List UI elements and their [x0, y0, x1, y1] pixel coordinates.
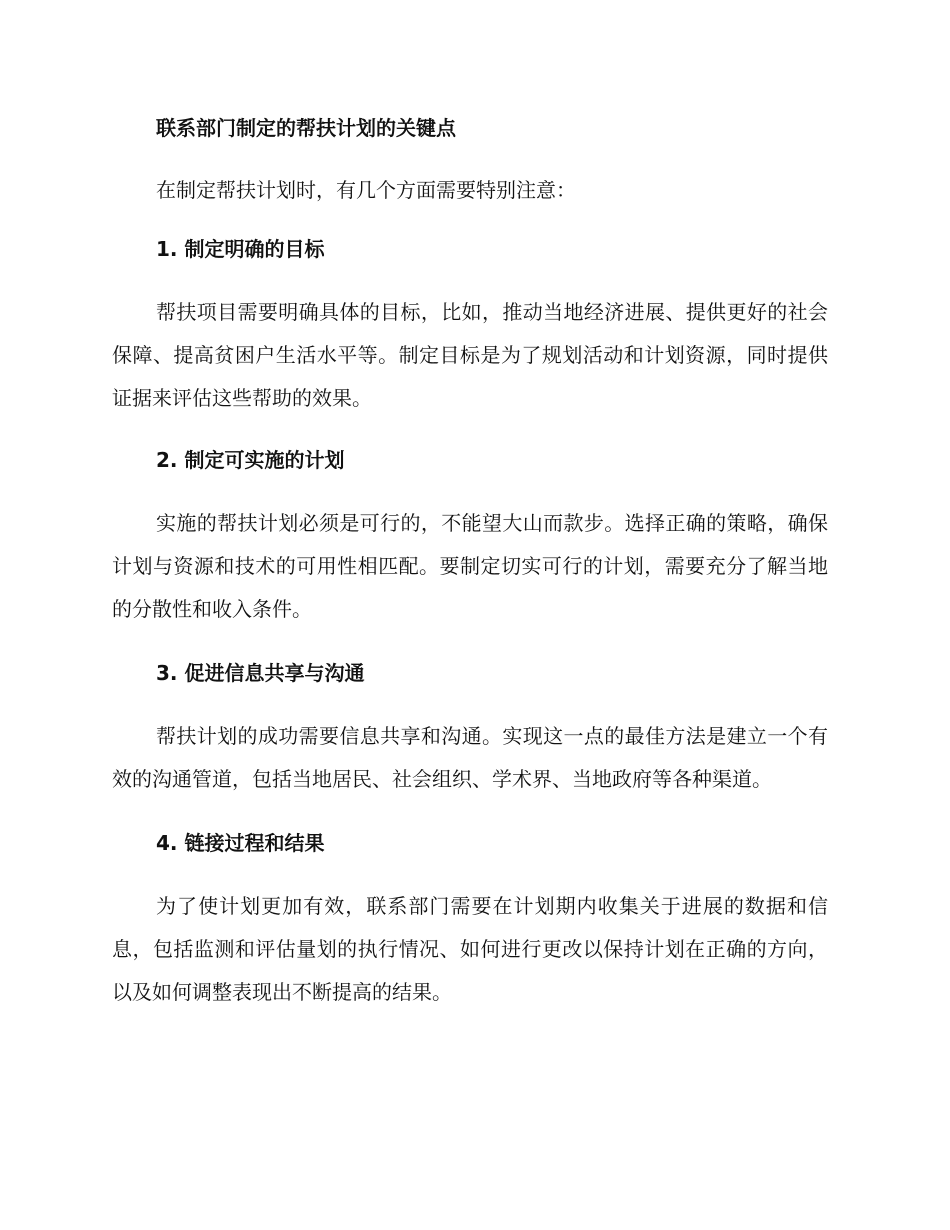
- section-body-4: 为了使计划更加有效，联系部门需要在计划期内收集关于进展的数据和信息，包括监测和评估量划的执行情况、如何进行更改以保持计划在正确的方向，以及如何调整表现出不断提高的结果。: [112, 894, 828, 1004]
- section-body-3: 帮扶计划的成功需要信息共享和沟通。实现这一点的最佳方法是建立一个有效的沟通管道，包括当地居民、社会组织、学术界、当地政府等各种渠道。: [112, 724, 828, 791]
- document-content: [112, 110, 828, 1038]
- section-body-1: 帮扶项目需要明确具体的目标，比如，推动当地经济进展、提供更好的社会保障、提高贫困户生活水平等。制定目标是为了规划活动和计划资源，同时提供证据来评估这些帮助的效果。: [112, 300, 828, 410]
- section-heading-1: 1. 制定明确的目标: [156, 237, 325, 261]
- section-heading-2: 2. 制定可实施的计划: [156, 448, 345, 472]
- document-title: 联系部门制定的帮扶计划的关键点: [156, 116, 456, 140]
- section-heading-4: 4. 链接过程和结果: [156, 831, 325, 855]
- intro-paragraph: 在制定帮扶计划时，有几个方面需要特别注意：: [156, 178, 576, 202]
- section-body-2: 实施的帮扶计划必须是可行的，不能望大山而款步。选择正确的策略，确保计划与资源和技术的可用性相匹配。要制定切实可行的计划，需要充分了解当地的分散性和收入条件。: [112, 511, 828, 621]
- section-heading-3: 3. 促进信息共享与沟通: [156, 661, 365, 685]
